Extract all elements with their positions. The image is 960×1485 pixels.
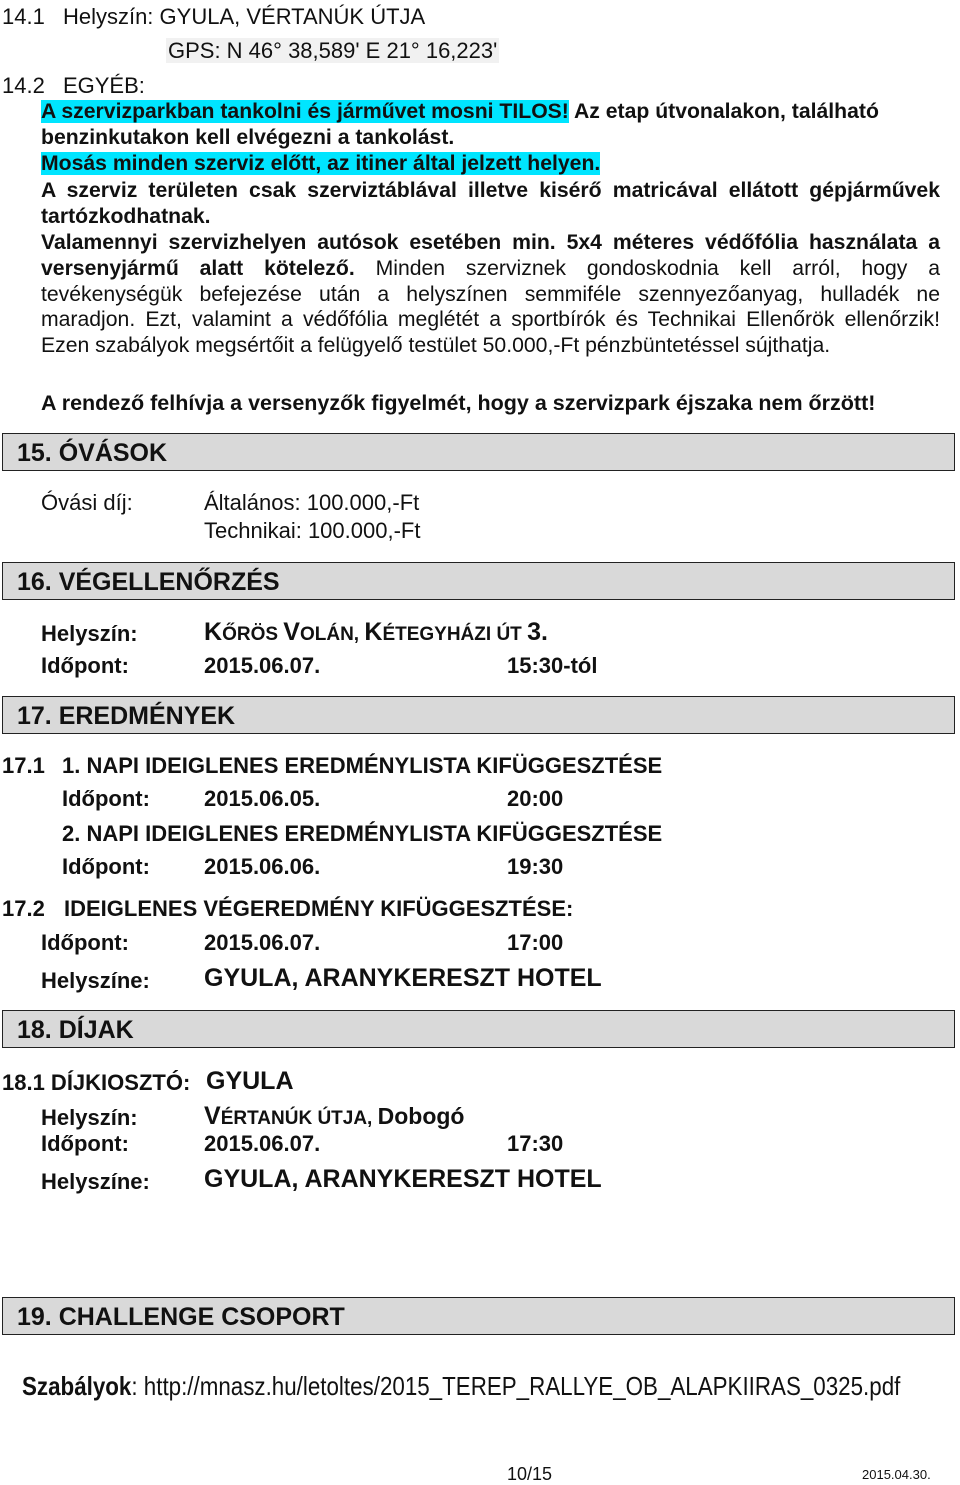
document-date: 2015.04.30. bbox=[862, 1467, 931, 1482]
final-results-location: GYULA, ARANYKERESZT HOTEL bbox=[204, 964, 602, 992]
section-number: 14.2 bbox=[2, 73, 45, 98]
day1-time: 20:00 bbox=[507, 786, 564, 811]
day1-time-label: Időpont: bbox=[62, 786, 150, 811]
prize-location: VÉRTANÚK ÚTJA, Dobogó bbox=[204, 1102, 465, 1130]
day2-date: 2015.06.06. bbox=[204, 854, 321, 879]
section-number: 14.1 bbox=[2, 4, 45, 29]
service-area-rule: A szerviz területen csak szerviztáblával illetve kisérő matricával ellátott gépjárművek tartózkodhatnak. bbox=[41, 179, 940, 228]
section-heading: 19. CHALLENGE CSOPORT bbox=[17, 1303, 345, 1331]
prize-location-label: Helyszín: bbox=[41, 1105, 138, 1130]
day1-results-title: 1. NAPI IDEIGLENES EREDMÉNYLISTA KIFÜGGESZTÉSE bbox=[62, 753, 663, 778]
section-15-bar bbox=[2, 433, 955, 471]
final-results-date: 2015.06.07. bbox=[204, 930, 321, 955]
section-14-1 bbox=[2, 4, 425, 30]
section-16-bar bbox=[2, 562, 955, 600]
page-number: 10/15 bbox=[507, 1464, 553, 1484]
refuel-ban-highlight: A szervizparkban tankolni és járművet mosni TILOS! bbox=[41, 100, 569, 123]
foil-rule-text: Minden szerviznek gondoskodnia kell arról, hogy a tevékenységük befejezése után a helyszínen semmiféle szennyezőanyag, hulladék ne maradjon. Ezt, valamint a védőfólia meglétét a sportbírók és Technikai Ellenőrök ellenőrzik! Ezen szabályok megsértőit a felügyelő testület 50.000,-Ft pénzbüntetéssel sújthatja. bbox=[41, 256, 941, 358]
final-check-date: 2015.06.07. bbox=[204, 653, 321, 678]
day2-time: 19:30 bbox=[507, 854, 564, 879]
final-results-time: 17:00 bbox=[507, 930, 564, 955]
night-guard-notice: A rendező felhívja a versenyzők figyelmét, hogy a szervizpark éjszaka nem őrzött! bbox=[41, 391, 876, 415]
section-heading: 17. EREDMÉNYEK bbox=[17, 702, 236, 730]
prize-time: 17:30 bbox=[507, 1131, 564, 1156]
rules-line: Szabályok: http://mnasz.hu/letoltes/2015_TEREP_RALLYE_OB_ALAPKIIRAS_0325.pdf bbox=[22, 1371, 901, 1401]
gps-coordinates: GPS: N 46° 38,589' E 21° 16,223' bbox=[168, 38, 498, 63]
prize-date: 2015.06.07. bbox=[204, 1131, 321, 1156]
wash-rule-highlight: Mosás minden szerviz előtt, az itiner által jelzett helyen. bbox=[41, 152, 601, 175]
section-19-bar bbox=[2, 1297, 955, 1335]
final-check-location: KŐRÖS VOLÁN, KÉTEGYHÁZI ÚT 3. bbox=[204, 618, 548, 646]
prize-giving-label: 18.1 DÍJKIOSZTÓ: bbox=[2, 1070, 191, 1095]
foil-rule-bold: Valamennyi szervizhelyen autósok esetében min. 5x4 méteres védőfólia használata a versenyjármű alatt kötelező. bbox=[41, 231, 940, 280]
section-17-1-number: 17.1 bbox=[2, 753, 45, 778]
protective-foil-rule bbox=[41, 230, 940, 359]
rules-label: Szabályok bbox=[22, 1371, 132, 1401]
prize-time-label: Időpont: bbox=[41, 1131, 129, 1156]
section-17-2-number: 17.2 bbox=[2, 896, 45, 921]
refuel-rule-line-2: benzinkutakon kell elvégezni a tankolást. bbox=[41, 126, 455, 149]
protest-fee-label: Óvási díj: bbox=[41, 490, 133, 515]
section-heading: 16. VÉGELLENŐRZÉS bbox=[17, 568, 280, 596]
section-heading: 15. ÓVÁSOK bbox=[17, 439, 168, 467]
final-check-time-label: Időpont: bbox=[41, 653, 129, 678]
section-18-bar bbox=[2, 1010, 955, 1048]
prize-venue: GYULA, ARANYKERESZT HOTEL bbox=[204, 1165, 602, 1193]
final-results-location-label: Helyszíne: bbox=[41, 968, 150, 993]
wash-rule bbox=[41, 152, 600, 176]
refuel-rule-line: A szervizparkban tankolni és járművet mosni TILOS! Az etap útvonalakon, található bbox=[41, 100, 879, 123]
protest-fee-technical: Technikai: 100.000,-Ft bbox=[204, 518, 421, 543]
final-check-location-label: Helyszín: bbox=[41, 621, 138, 646]
section-title: EGYÉB: bbox=[62, 73, 145, 98]
final-check-time: 15:30-tól bbox=[507, 653, 598, 678]
day2-time-label: Időpont: bbox=[62, 854, 150, 879]
section-14-2 bbox=[2, 73, 145, 99]
prize-giving-city: GYULA bbox=[206, 1067, 294, 1095]
day1-date: 2015.06.05. bbox=[204, 786, 321, 811]
final-results-time-label: Időpont: bbox=[41, 930, 129, 955]
protest-fee-general: Általános: 100.000,-Ft bbox=[204, 490, 420, 515]
day2-results-title: 2. NAPI IDEIGLENES EREDMÉNYLISTA KIFÜGGESZTÉSE bbox=[62, 821, 663, 846]
section-heading: 18. DÍJAK bbox=[17, 1016, 134, 1044]
rules-link[interactable]: http://mnasz.hu/letoltes/2015_TEREP_RALLYE_OB_ALAPKIIRAS_0325.pdf bbox=[143, 1371, 901, 1401]
final-results-title: IDEIGLENES VÉGEREDMÉNY KIFÜGGESZTÉSE: bbox=[64, 896, 574, 921]
section-17-bar bbox=[2, 696, 955, 734]
location-line: Helyszín: GYULA, VÉRTANÚK ÚTJA bbox=[62, 4, 426, 29]
prize-venue-label: Helyszíne: bbox=[41, 1169, 150, 1194]
